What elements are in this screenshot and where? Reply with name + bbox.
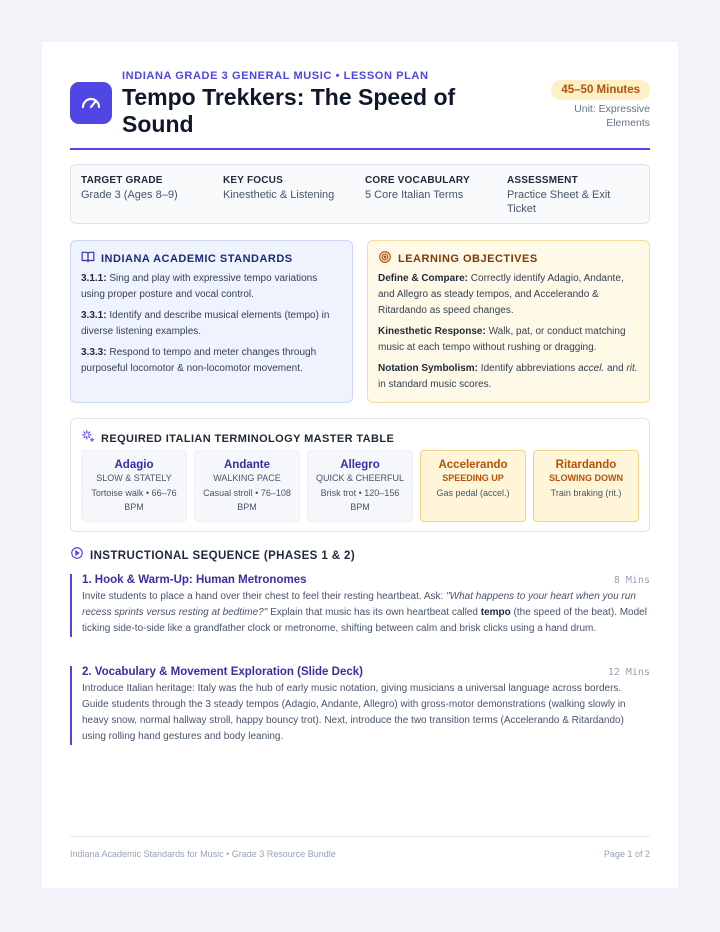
target-icon	[378, 250, 392, 269]
footer-source: Indiana Academic Standards for Music • Grade 3 Resource Bundle	[70, 849, 336, 859]
sequence-title: INSTRUCTIONAL SEQUENCE (PHASES 1 & 2)	[90, 549, 356, 562]
objective-lead: Notation Symbolism:	[378, 363, 479, 374]
term-tag: SLOW & STATELY	[96, 473, 172, 483]
header-divider	[70, 148, 650, 150]
term-card-allegro	[307, 450, 413, 522]
standard-text: Respond to tempo and meter changes through purposeful locomotor & non-locomotor movement.	[81, 347, 317, 374]
objective-text: and	[604, 363, 627, 374]
info-core-vocabulary	[365, 175, 495, 202]
abbreviation-accel: accel.	[578, 363, 605, 374]
term-name: Andante	[224, 459, 270, 471]
speedometer-icon	[70, 82, 112, 124]
standards-card	[70, 240, 353, 403]
info-target-grade	[81, 175, 211, 202]
term-card-ritardando	[533, 450, 639, 522]
page-title: Tempo Trekkers: The Speed of Sound	[122, 84, 456, 137]
term-desc: Train braking (rit.)	[550, 488, 622, 498]
standards-title: INDIANA ACADEMIC STANDARDS	[101, 253, 293, 265]
terminology-title: REQUIRED ITALIAN TERMINOLOGY MASTER TABLE	[101, 432, 395, 445]
objective-text: Correctly identify Adagio, Andante, and Allegro as steady tempos, and Accelerando & Ritardando as speed changes.	[378, 273, 624, 316]
objective-text: Walk, pat, or conduct matching music at each tempo without rushing or dragging.	[378, 326, 626, 353]
objective-lead: Kinesthetic Response:	[378, 326, 486, 337]
standard-item	[81, 345, 342, 377]
standard-code: 3.3.3:	[81, 347, 107, 358]
sequence-step-2	[70, 666, 650, 745]
book-icon	[81, 250, 95, 269]
term-tag: WALKING PACE	[213, 473, 281, 483]
info-label: ASSESSMENT	[507, 175, 578, 186]
term-desc: Brisk trot • 120–156 BPM	[320, 488, 400, 512]
standard-text: Identify and describe musical elements (tempo) in diverse listening examples.	[81, 310, 330, 337]
standard-item	[81, 271, 342, 303]
step-body	[82, 589, 650, 637]
lesson-plan-page	[42, 42, 678, 888]
info-key-focus	[223, 175, 353, 202]
standard-code: 3.3.1:	[81, 310, 107, 321]
duration-badge: 45–50 Minutes	[551, 80, 650, 100]
step-text: Explain that music has its own heartbeat called	[267, 607, 481, 618]
objective-text: Identify abbreviations	[480, 363, 579, 374]
info-assessment	[507, 175, 627, 216]
document-eyebrow: INDIANA GRADE 3 GENERAL MUSIC • LESSON PLAN	[122, 70, 429, 82]
step-keyword: tempo	[480, 607, 511, 618]
term-desc: Tortoise walk • 66–76 BPM	[91, 488, 177, 512]
info-label: CORE VOCABULARY	[365, 175, 470, 186]
step-quote: "What happens to your heart when you run recess sprints versus resting at bedtime?"	[82, 591, 636, 618]
standard-text: Sing and play with expressive tempo variations using proper posture and vocal control.	[81, 273, 318, 300]
sparkle-icon	[81, 429, 95, 448]
step-duration: 12 Mins	[607, 667, 650, 678]
term-card-adagio	[81, 450, 187, 522]
info-label: KEY FOCUS	[223, 175, 283, 186]
step-title: 1. Hook & Warm-Up: Human Metronomes	[82, 574, 307, 586]
step-title: 2. Vocabulary & Movement Exploration (Slide Deck)	[82, 666, 363, 678]
play-circle-icon	[70, 546, 84, 565]
info-value: Grade 3 (Ages 8–9)	[81, 189, 178, 201]
term-tag: QUICK & CHEERFUL	[315, 473, 404, 483]
sequence-heading	[70, 546, 355, 565]
term-desc: Casual stroll • 76–108 BPM	[203, 488, 291, 512]
objective-item	[378, 324, 639, 356]
term-desc: Gas pedal (accel.)	[436, 488, 510, 498]
term-name: Allegro	[340, 459, 380, 471]
info-value: 5 Core Italian Terms	[365, 189, 464, 201]
standard-item	[81, 308, 342, 340]
term-tag: SPEEDING UP	[442, 473, 504, 483]
term-card-accelerando	[420, 450, 526, 522]
footer-divider	[70, 836, 650, 837]
unit-label: Unit: Expressive Elements	[574, 103, 650, 129]
page-number: Page 1 of 2	[603, 849, 650, 859]
objectives-title: LEARNING OBJECTIVES	[398, 253, 538, 265]
objectives-card	[367, 240, 650, 403]
info-value: Practice Sheet & Exit Ticket	[507, 189, 611, 215]
step-text: Invite students to place a hand over their chest to feel their resting heartbeat. Ask:	[82, 591, 447, 602]
info-value: Kinesthetic & Listening	[223, 189, 335, 201]
step-duration: 8 Mins	[613, 575, 650, 586]
objective-item	[378, 361, 639, 393]
sequence-step-1	[70, 574, 650, 637]
lesson-info-panel	[70, 164, 650, 224]
term-tag: SLOWING DOWN	[549, 473, 623, 483]
step-body: Introduce Italian heritage: Italy was the hub of early music notation, giving musicians a universal language across borders. Guide students through the 3 steady tempos (Adagio, Andante, Allegro) with gross-motor demonstrations (walking slowly in heavy snow, normal hallway stroll, happy bouncy trot). Next, introduce the two transition terms (Accelerando & Ritardando) using rolling hand gestures and body leaning.	[82, 683, 626, 742]
step-text: (the speed of the beat). Model ticking side-to-side like a grandfather clock or metronome, shifting between calm and brisk clicks using a hand drum.	[82, 607, 647, 634]
term-name: Accelerando	[438, 459, 508, 471]
abbreviation-rit: rit.	[626, 363, 638, 374]
objective-lead: Define & Compare:	[378, 273, 469, 284]
info-label: TARGET GRADE	[81, 175, 163, 186]
standard-code: 3.1.1:	[81, 273, 107, 284]
objective-item	[378, 271, 639, 319]
term-name: Adagio	[114, 459, 154, 471]
term-name: Ritardando	[555, 459, 617, 471]
objective-text: in standard music scores.	[378, 379, 492, 390]
term-card-andante	[194, 450, 300, 522]
terminology-table	[70, 418, 650, 532]
